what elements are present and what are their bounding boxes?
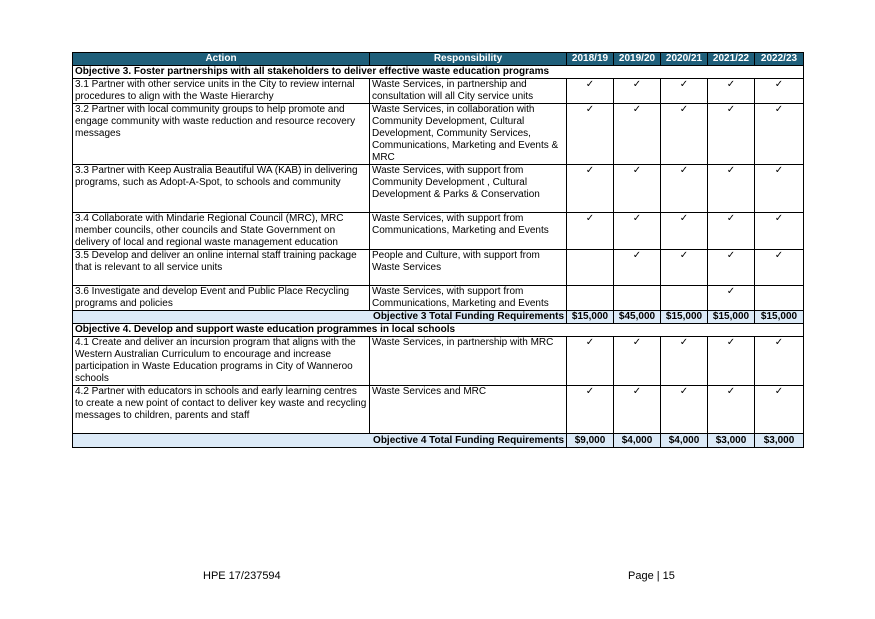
check-icon: ✓ [774,165,784,176]
check-icon: ✓ [679,165,689,176]
header-year: 2019/20 [614,53,661,66]
check-icon: ✓ [726,79,736,90]
year-check-cell [708,286,755,311]
year-check-cell [755,104,804,165]
year-check-cell [567,104,614,165]
table-row [73,286,804,311]
objective4-title-row [73,324,804,337]
year-check-cell [708,104,755,165]
year-check-cell [567,165,614,213]
year-check-cell [661,286,708,311]
action-cell: 3.4 Collaborate with Mindarie Regional Council (MRC), MRC member councils, other councils and State Government on delivery of local and regional waste management education [73,213,370,250]
check-icon: ✓ [585,165,595,176]
year-check-cell [567,386,614,434]
year-check-cell [755,386,804,434]
responsibility-cell: Waste Services, in partnership and consultation will all City service units [370,79,567,104]
year-check-cell [755,250,804,286]
check-icon: ✓ [726,165,736,176]
header-year: 2018/19 [567,53,614,66]
total-value: $3,000 [708,434,755,448]
action-cell: 3.3 Partner with Keep Australia Beautiful WA (KAB) in delivering programs, such as Adopt-A-Spot, to schools and community [73,165,370,213]
year-check-cell [755,79,804,104]
year-check-cell [614,213,661,250]
year-check-cell [708,386,755,434]
year-check-cell [614,386,661,434]
total-value: $3,000 [755,434,804,448]
check-icon: ✓ [585,213,595,224]
action-cell: 3.2 Partner with local community groups to help promote and engage community with waste reduction and resource recovery messages [73,104,370,165]
check-icon: ✓ [726,337,736,348]
total-value: $15,000 [755,311,804,324]
check-icon: ✓ [726,250,736,261]
total-value: $45,000 [614,311,661,324]
year-check-cell [755,286,804,311]
header-year: 2021/22 [708,53,755,66]
year-check-cell [661,104,708,165]
year-check-cell [755,337,804,386]
objective4-total-row [73,434,804,448]
check-icon: ✓ [726,104,736,115]
year-check-cell [661,165,708,213]
check-icon: ✓ [585,386,595,397]
check-icon: ✓ [679,250,689,261]
year-check-cell [567,250,614,286]
check-icon: ✓ [774,79,784,90]
check-icon: ✓ [774,386,784,397]
year-check-cell [708,213,755,250]
year-check-cell [614,337,661,386]
table-row [73,79,804,104]
check-icon: ✓ [774,213,784,224]
check-icon: ✓ [632,250,642,261]
objective3-title-row [73,66,804,79]
header-year: 2022/23 [755,53,804,66]
check-icon: ✓ [774,250,784,261]
year-check-cell [661,250,708,286]
table-row [73,213,804,250]
check-icon: ✓ [632,79,642,90]
check-icon: ✓ [632,386,642,397]
document-reference: HPE 17/237594 [203,570,281,582]
responsibility-cell: Waste Services, with support from Communications, Marketing and Events [370,213,567,250]
year-check-cell [661,213,708,250]
total-value: $9,000 [567,434,614,448]
header-year: 2020/21 [661,53,708,66]
responsibility-cell: Waste Services, with support from Community Development , Cultural Development & Parks & Conservation [370,165,567,213]
year-check-cell [614,104,661,165]
check-icon: ✓ [679,213,689,224]
year-check-cell [661,79,708,104]
objective4-title: Objective 4. Develop and support waste education programmes in local schools [73,324,804,337]
objective3-title: Objective 3. Foster partnerships with all stakeholders to deliver effective waste education programs [73,66,804,79]
check-icon: ✓ [585,337,595,348]
check-icon: ✓ [632,104,642,115]
check-icon: ✓ [774,337,784,348]
year-check-cell [755,165,804,213]
year-check-cell [708,337,755,386]
check-icon: ✓ [585,104,595,115]
responsibility-cell: Waste Services, in partnership with MRC [370,337,567,386]
header-responsibility: Responsibility [370,53,567,66]
total-label: Objective 3 Total Funding Requirements [73,311,567,324]
total-value: $15,000 [567,311,614,324]
year-check-cell [567,79,614,104]
responsibility-cell: People and Culture, with support from Waste Services [370,250,567,286]
check-icon: ✓ [679,386,689,397]
year-check-cell [755,213,804,250]
responsibility-cell: Waste Services, in collaboration with Community Development, Cultural Development, Community Services, Communications, Marketing and Events & MRC [370,104,567,165]
year-check-cell [708,79,755,104]
check-icon: ✓ [679,337,689,348]
action-cell: 3.6 Investigate and develop Event and Public Place Recycling programs and policies [73,286,370,311]
year-check-cell [567,213,614,250]
check-icon: ✓ [726,386,736,397]
table-row [73,250,804,286]
action-cell: 3.1 Partner with other service units in the City to review internal procedures to align with the Waste Hierarchy [73,79,370,104]
total-value: $4,000 [614,434,661,448]
action-cell: 4.2 Partner with educators in schools and early learning centres to create a new point of contact to deliver key waste and recycling messages to children, parents and staff [73,386,370,434]
check-icon: ✓ [632,165,642,176]
action-cell: 4.1 Create and deliver an incursion program that aligns with the Western Australian Curriculum to encourage and increase participation in Waste Education programs in City of Wanneroo schools [73,337,370,386]
total-value: $15,000 [661,311,708,324]
check-icon: ✓ [632,337,642,348]
header-row [73,53,804,66]
responsibility-cell: Waste Services, with support from Communications, Marketing and Events [370,286,567,311]
year-check-cell [708,250,755,286]
year-check-cell [567,337,614,386]
check-icon: ✓ [726,286,736,297]
total-value: $4,000 [661,434,708,448]
check-icon: ✓ [632,213,642,224]
check-icon: ✓ [726,213,736,224]
responsibility-cell: Waste Services and MRC [370,386,567,434]
check-icon: ✓ [585,79,595,90]
table-row [73,165,804,213]
action-cell: 3.5 Develop and deliver an online internal staff training package that is relevant to all service units [73,250,370,286]
year-check-cell [567,286,614,311]
objective3-total-row [73,311,804,324]
table-row [73,337,804,386]
table-row [73,386,804,434]
total-label: Objective 4 Total Funding Requirements [73,434,567,448]
year-check-cell [614,250,661,286]
check-icon: ✓ [679,104,689,115]
year-check-cell [614,165,661,213]
year-check-cell [708,165,755,213]
check-icon: ✓ [774,104,784,115]
year-check-cell [661,386,708,434]
year-check-cell [661,337,708,386]
table-row [73,104,804,165]
header-action: Action [73,53,370,66]
check-icon: ✓ [679,79,689,90]
action-plan-table [72,52,804,448]
total-value: $15,000 [708,311,755,324]
page-number: Page | 15 [628,570,675,582]
year-check-cell [614,79,661,104]
year-check-cell [614,286,661,311]
